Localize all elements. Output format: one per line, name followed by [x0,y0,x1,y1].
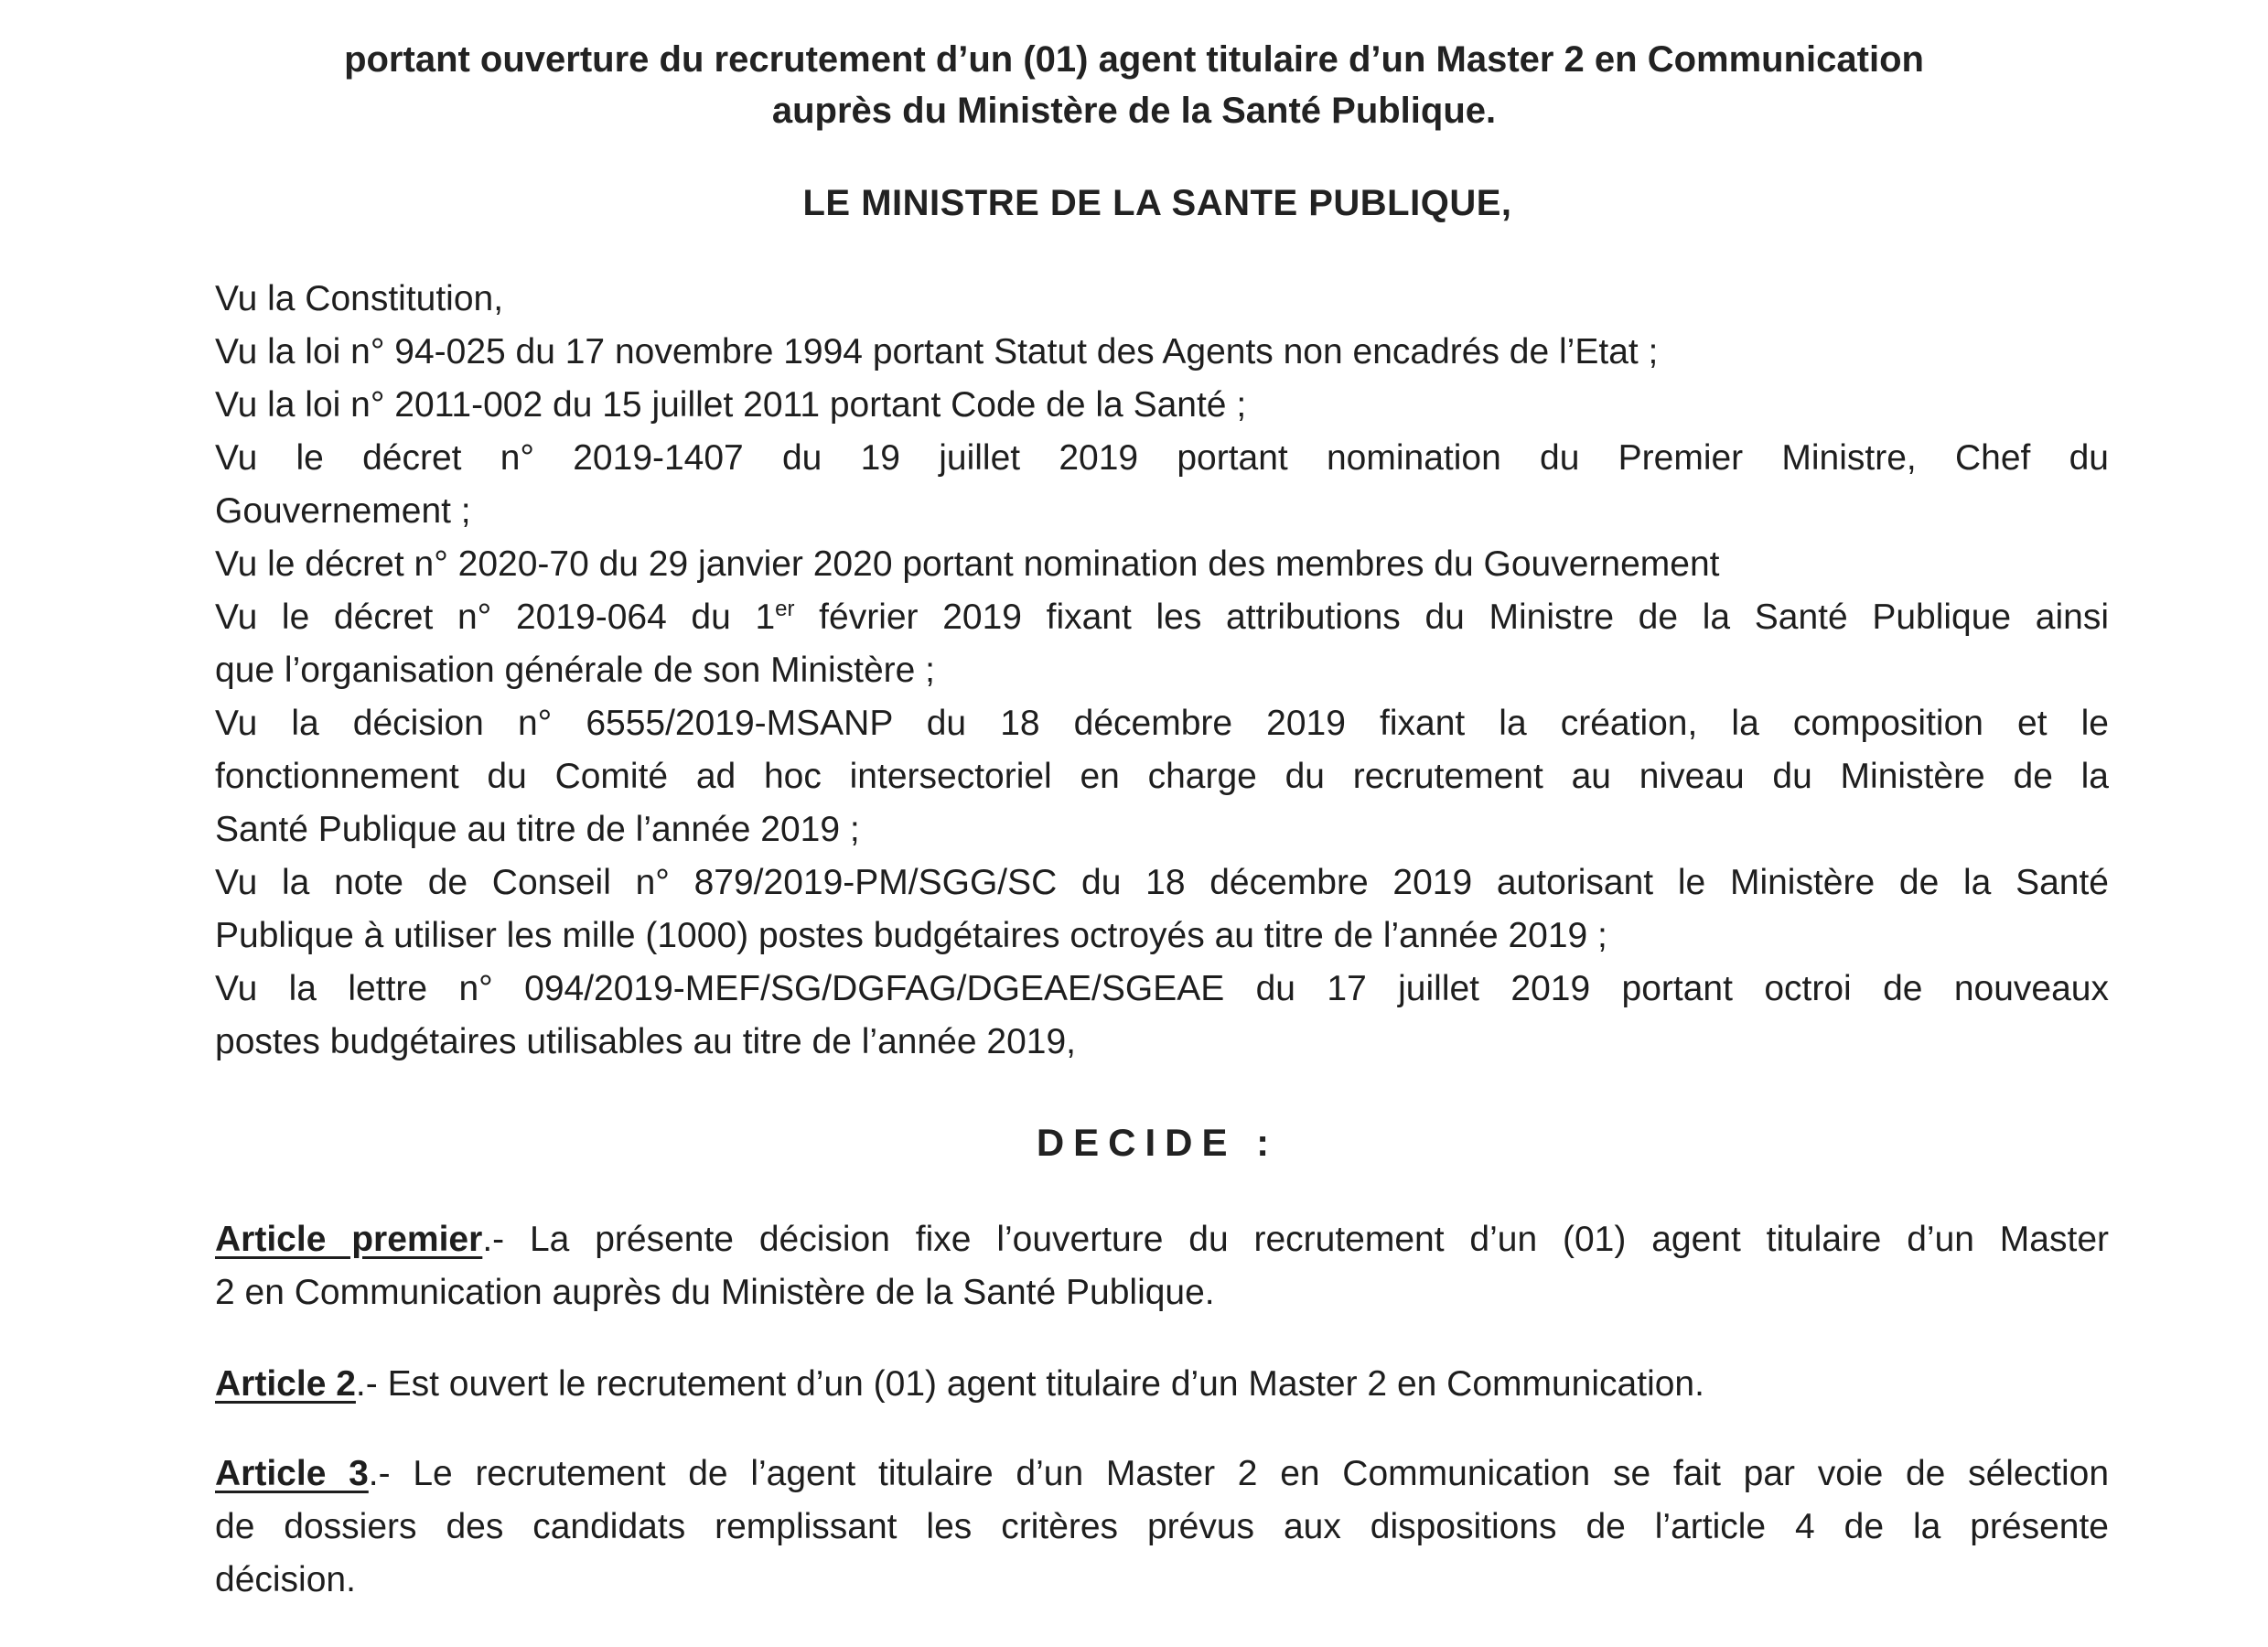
visa-decret-2019-064-sup: er [775,597,795,621]
visa-decret-2019-064-line-2: que l’organisation générale de son Ministère ; [215,651,935,690]
article-3-line-2: de dossiers des candidats remplissant les critères prévus aux dispositions de l’article 4 de la présente [215,1507,2109,1546]
article-2-text: .- Est ouvert le recrutement d’un (01) agent titulaire d’un Master 2 en Communication. [355,1364,1704,1404]
visa-decret-2019-064-post: février 2019 fixant les attributions du Ministre de la Santé Publique ainsi [794,597,2109,637]
visa-decret-2019-1407-line-2: Gouvernement ; [215,491,471,531]
article-2-label: Article 2 [215,1364,356,1404]
article-3-line-3: décision. [215,1560,356,1599]
article-premier-line-2: 2 en Communication auprès du Ministère de la Santé Publique. [215,1273,1215,1312]
visa-decision-6555-line-3: Santé Publique au titre de l’année 2019 ; [215,810,860,849]
article-2-line [215,1358,2109,1411]
article-3-label: Article 3 [215,1454,369,1493]
visa-decret-2019-064-pre: Vu le décret n° 2019-064 du 1 [215,597,776,637]
minister-heading: LE MINISTRE DE LA SANTE PUBLIQUE, [802,183,1512,223]
visa-lettre-094-line-1: Vu la lettre n° 094/2019-MEF/SG/DGFAG/DGEAE/SGEAE du 17 juillet 2019 portant octroi de nouveaux [215,969,2109,1008]
visa-decret-2019-1407-line-1: Vu le décret n° 2019-1407 du 19 juillet 2019 portant nomination du Premier Ministre, Chef du [215,438,2109,478]
decision-title-line-1: portant ouverture du recrutement d’un (01) agent titulaire d’un Master 2 en Communication [344,39,1924,80]
visa-decret-2020-70: Vu le décret n° 2020-70 du 29 janvier 2020 portant nomination des membres du Gouvernement [215,544,1720,584]
decide-heading: DECIDE : [1036,1121,1279,1164]
visa-note-879-line-2: Publique à utiliser les mille (1000) postes budgétaires octroyés au titre de l’année 2019 ; [215,916,1607,955]
visa-constitution: Vu la Constitution, [215,279,504,318]
visa-decision-6555-line-1: Vu la décision n° 6555/2019-MSANP du 18 décembre 2019 fixant la création, la composition et le [215,704,2109,743]
article-premier-text: .- La présente décision fixe l’ouverture du recrutement d’un (01) agent titulaire d’un Master [482,1220,2109,1259]
visa-note-879-line-1: Vu la note de Conseil n° 879/2019-PM/SGG/SC du 18 décembre 2019 autorisant le Ministère de la Santé [215,863,2109,902]
article-2 [215,1358,2109,1411]
visa-loi-94-025: Vu la loi n° 94-025 du 17 novembre 1994 portant Statut des Agents non encadrés de l’Etat ; [215,332,1659,371]
article-premier-label: Article premier [215,1220,483,1259]
visa-decision-6555-line-2: fonctionnement du Comité ad hoc intersectoriel en charge du recrutement au niveau du Ministère de la [215,757,2109,796]
article-premier-line-1 [215,1213,2109,1266]
decision-title-line-2: auprès du Ministère de la Santé Publique. [771,91,1497,131]
article-3-text: .- Le recrutement de l’agent titulaire d’un Master 2 en Communication se fait par voie de sélection [368,1454,2110,1493]
visas-block [215,273,2109,1069]
visa-decret-2019-064-line-1 [215,591,2109,644]
article-3-line-1 [215,1448,2109,1501]
article-3 [215,1448,2109,1607]
visa-loi-2011-002: Vu la loi n° 2011-002 du 15 juillet 2011 portant Code de la Santé ; [215,385,1247,425]
visa-lettre-094-line-2: postes budgétaires utilisables au titre de l’année 2019, [215,1022,1076,1061]
article-premier [215,1213,2109,1319]
